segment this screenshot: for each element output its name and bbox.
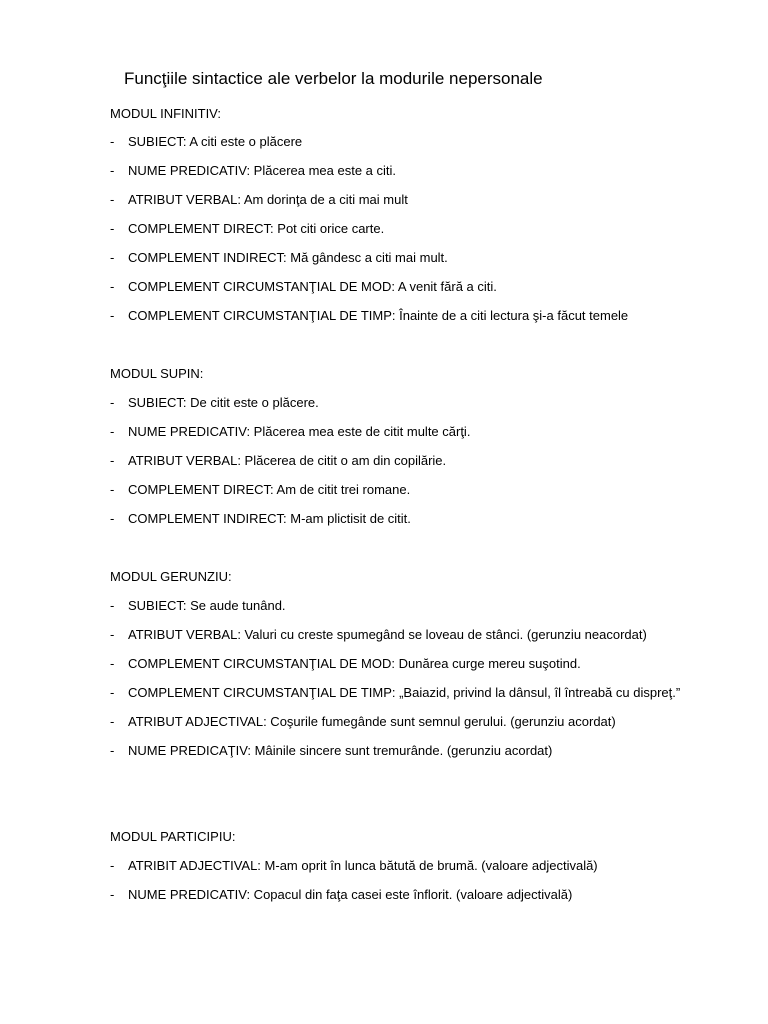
bullet-dash: - <box>110 308 115 323</box>
section-heading-gerunziu: MODUL GERUNZIU: <box>110 569 232 584</box>
list-item-text: SUBIECT: Se aude tunând. <box>128 598 286 613</box>
list-item-text: COMPLEMENT INDIRECT: M-am plictisit de citit. <box>128 511 411 526</box>
list-item-text: NUME PREDICATIV: Plăcerea mea este a citi. <box>128 163 397 178</box>
list-item-text: ATRIBUT VERBAL: Valuri cu creste spumegând se loveau de stânci. (gerunziu neacordat) <box>128 627 647 642</box>
bullet-dash: - <box>110 134 115 149</box>
bullet-dash: - <box>110 858 115 873</box>
bullet-dash: - <box>110 656 115 671</box>
bullet-dash: - <box>110 482 115 497</box>
bullet-dash: - <box>110 250 115 265</box>
list-item-text: ATRIBUT VERBAL: Plăcerea de citit o am din copilărie. <box>128 453 447 468</box>
bullet-dash: - <box>110 511 115 526</box>
list-item-text: SUBIECT: De citit este o plăcere. <box>128 395 319 410</box>
list-item-text: COMPLEMENT CIRCUMSTANŢIAL DE MOD: Dunărea curge mereu suşotind. <box>128 656 581 671</box>
bullet-dash: - <box>110 395 115 410</box>
list-item-text: NUME PREDICATIV: Plăcerea mea este de citit multe cărţi. <box>128 424 471 439</box>
bullet-dash: - <box>110 453 115 468</box>
bullet-dash: - <box>110 163 115 178</box>
document-title: Funcţiile sintactice ale verbelor la modurile nepersonale <box>124 69 543 88</box>
list-item-text: NUME PREDICAŢIV: Mâinile sincere sunt tremurânde. (gerunziu acordat) <box>128 743 553 758</box>
list-item-text: ATRIBUT VERBAL: Am dorinţa de a citi mai mult <box>128 192 408 207</box>
bullet-dash: - <box>110 887 115 902</box>
bullet-dash: - <box>110 685 115 700</box>
list-item-text: SUBIECT: A citi este o plăcere <box>128 134 303 149</box>
list-item-text: ATRIBUT ADJECTIVAL: Coşurile fumegânde sunt semnul gerului. (gerunziu acordat) <box>128 714 616 729</box>
section-heading-supin: MODUL SUPIN: <box>110 366 204 381</box>
bullet-dash: - <box>110 192 115 207</box>
list-item-text: COMPLEMENT DIRECT: Pot citi orice carte. <box>128 221 385 236</box>
section-heading-participiu: MODUL PARTICIPIU: <box>110 829 236 844</box>
list-item-text: COMPLEMENT DIRECT: Am de citit trei romane. <box>128 482 411 497</box>
list-item-text: COMPLEMENT CIRCUMSTANŢIAL DE MOD: A venit fără a citi. <box>128 279 497 294</box>
bullet-dash: - <box>110 221 115 236</box>
bullet-dash: - <box>110 627 115 642</box>
bullet-dash: - <box>110 714 115 729</box>
bullet-dash: - <box>110 424 115 439</box>
bullet-dash: - <box>110 743 115 758</box>
bullet-dash: - <box>110 598 115 613</box>
list-item-text: COMPLEMENT INDIRECT: Mă gândesc a citi mai mult. <box>128 250 448 265</box>
list-item-text: ATRIBIT ADJECTIVAL: M-am oprit în lunca bătută de brumă. (valoare adjectivală) <box>128 858 598 873</box>
list-item-text: COMPLEMENT CIRCUMSTANŢIAL DE TIMP: „Baiazid, privind la dânsul, îl întreabă cu dispreţ.” <box>128 685 681 700</box>
bullet-dash: - <box>110 279 115 294</box>
section-heading-infinitiv: MODUL INFINITIV: <box>110 106 221 121</box>
list-item-text: NUME PREDICATIV: Copacul din faţa casei este înflorit. (valoare adjectivală) <box>128 887 573 902</box>
list-item-text: COMPLEMENT CIRCUMSTANŢIAL DE TIMP: Înainte de a citi lectura şi-a făcut temele <box>128 308 629 323</box>
